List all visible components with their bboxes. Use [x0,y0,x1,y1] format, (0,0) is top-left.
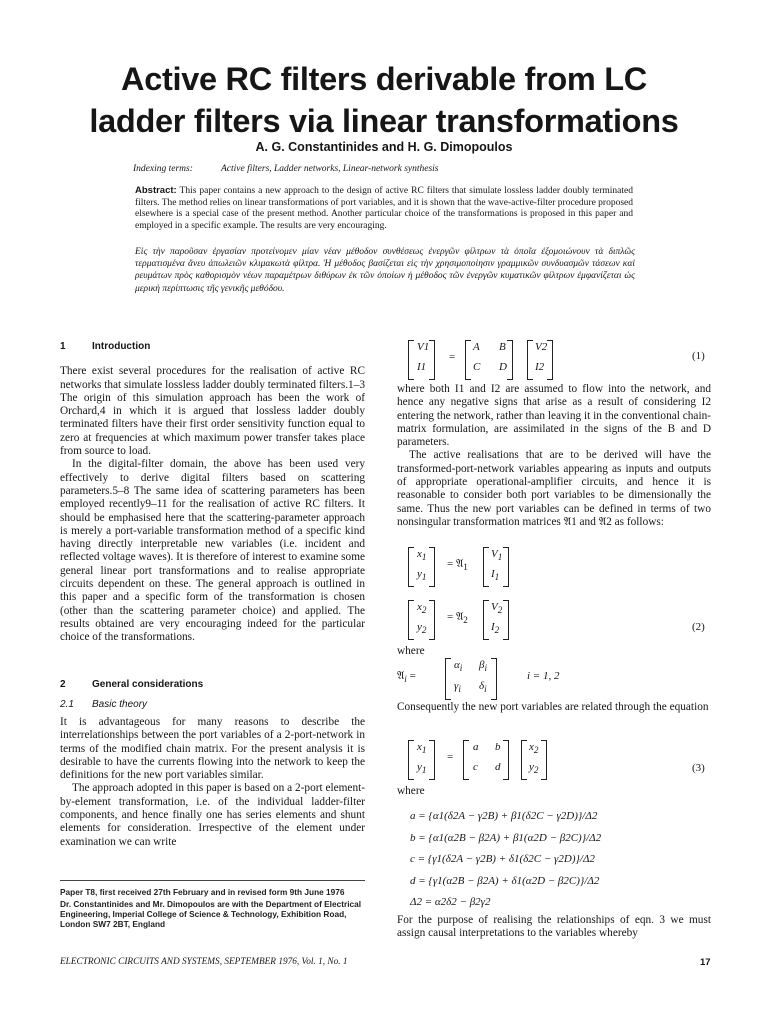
basic-paragraph-1: It is advantageous for many reasons to describe the interrelationships between the port variables of a 2-port-network in terms of the modified chain matrix. For the present analysis it is desirable to have the currents flowing into the network to keep the definitions for the new port variables similar. [60,716,365,782]
basic-theory-text [60,716,365,849]
indexing-values: Active filters, Ladder networks, Linear-network synthesis [221,164,439,174]
subsection-title: Basic theory [92,699,148,710]
eq1-i2: I2 [535,361,545,373]
eq1-d: D [499,361,507,373]
where-1: where [397,645,425,657]
right-text-1 [397,383,711,529]
consequently-text: Consequently the new port variables are related through the equation [397,701,709,713]
affiliation-note: Dr. Constantinides and Mr. Dimopoulos are with the Department of Electrical Engineering, Imperial College of Science & Technology, Exhibition Road, London SW7 2BT, England [60,899,362,929]
abstract [135,185,633,232]
abstract-text: This paper contains a new approach to the design of active RC filters that simulate lossless ladder doubly terminated filters. The method relies on linear transformations of port variables, and it is shown that the wave-active-filter procedure proposed elsewhere is a special case of the present method. Another particular choice of the transformations is proposed in this paper and employed in a specific example. The results are very encouraging. [135,186,633,231]
def-delta: Δ2 = α2δ2 − β2γ2 [410,896,491,908]
title-line-1: Active RC filters derivable from LC [121,61,647,97]
subsection-number: 2.1 [60,699,74,710]
section-title: Introduction [92,341,151,352]
i-range: i = 1, 2 [527,670,560,682]
authors: A. G. Constantinides and H. G. Dimopoulos [255,140,513,154]
final-paragraph: For the purpose of realising the relationships of eqn. 3 we must assign causal interpretations to the variables whereby [397,914,711,940]
page-number: 17 [700,957,711,968]
intro-paragraph-2: In the digital-filter domain, the above has been used very effectively to derive digital filters based on scattering parameters.5–8 The same idea of scattering parameters has been employed recently9–11 for the realisation of active RC filters. It should be emphasised here that the scattering-parameter approach is merely a port-variable transformation method of a specific kind having directly interpretable new variables (i.e. incident and reflected voltage waves). It is therefore of interest to examine some general linear port transformations and to realise appropriate circuits dependent on these. The general approach is outlined in this paper and a specific form of the transformation is chosen (other than the scattering parameter choice) and applied. The results obtained are very encouraging indeed for the particular choice of the transformations. [60,458,365,644]
section-heading-general [60,679,203,690]
intro-paragraph-1: There exist several procedures for the realisation of active RC networks that simulate lossless ladder doubly terminated filters.1–3 The origin of this simulation approach has been the work of Orchard,4 in which it is argued that lossless ladder doubly terminated filters have their first order sensitivity function equal to zero at frequencies at which maximum power transfer takes place from source to load. [60,365,365,458]
equation-3-number: (3) [692,762,705,774]
indexing-label: Indexing terms: [133,164,193,174]
greek-abstract: Εἰς τὴν παροῦσαν ἐργασίαν προτείνομεν μίαν νέαν μέθοδον συνθέσεως ἐνεργῶν φίλτρων τὰ ὁποῖα ἐξομοιώνουν τὰ διπλῶς τερματισμένα ἄνευ ἀπωλειῶν κλιμακωτὰ φίλτρα. Ἡ μέθοδος βασίζεται εἰς τὴν χρησιμοποίησιν γραμμικῶν συνδυασμῶν τάσεων καὶ ρευμάτων πρὸς καθορισμὸν νέων παραμέτρων διθύρων ἐκ τῶν ὁποίων ἡ μέθοδος τῶν ἐνεργῶν κυματικῶν φίλτρων ἐμφανίζεται ὡς μερικὴ περίπτωσις τῆς γενικῆς μεθόδου. [135,247,635,294]
where-2: where [397,785,425,797]
equation-2a: $x_1$ $y_1$ = 𝔄$_1$ $V_1$ $I_1$ [403,545,523,587]
eq1-b: B [499,341,506,353]
eq1-a: A [473,341,480,353]
eq1-v2: V2 [535,341,548,353]
indexing-terms [133,164,439,174]
subsection-heading-basic-theory [60,699,147,710]
def-d: d = {γ1(α2B − β2A) + δ1(α2D − β2C)}/Δ2 [410,874,600,887]
equation-2-number: (2) [692,621,705,633]
abstract-label: Abstract: [135,185,177,196]
basic-paragraph-2: The approach adopted in this paper is based on a 2-port element-by-element transformation, i.e. of the individual ladder-filter components, and hence finally one has series elements and shunt elements for consideration. Irrespective of the element under examination we can write [60,782,365,848]
equation-3: $x_1$ $y_1$ = a b c d $x_2$ $y_2$ [403,738,563,780]
section-heading-introduction [60,340,365,353]
equation-1-number: (1) [692,350,705,362]
after-eq1-paragraph: where both I1 and I2 are assumed to flow into the network, and hence any negative signs that arise as a result of considering I2 entering the network, rather than leaving it in the conventional chain-matrix formulation, are assimilated in the signs of the B and D parameters. [397,383,711,449]
def-b: b = {α1(α2B − β2A) + β1(α2D − β2C)}/Δ2 [410,831,602,844]
equation-1: V1 I1 = A B C D V2 I2 [403,338,583,380]
section-number: 2 [60,679,66,690]
active-realisation-paragraph: The active realisations that are to be derived will have the transformed-port-network variables appearing as inputs and outputs of appropriate operational-amplifier circuits, and hence it is reasonable to consider both port variables to be dimensionally the same. Thus the new port variables can be defined in terms of two nonsingular transformation matrices 𝔄1 and 𝔄2 as follows: [397,449,711,528]
footnotes [60,887,365,931]
eq1-c: C [473,361,481,373]
paper-title [0,58,768,142]
def-a: a = {α1(δ2A − γ2B) + β1(δ2C − γ2D)}/Δ2 [410,810,598,822]
eq1-v1: V1 [417,341,430,353]
eq1-i1: I1 [417,361,427,373]
section-number: 1 [60,341,66,352]
def-c: c = {γ1(δ2A − γ2B) + δ1(δ2C − γ2D)}/Δ2 [410,853,595,865]
left-column [60,340,365,645]
footnote-divider [60,880,365,881]
coefficient-definitions [410,806,601,914]
transformation-matrix-def: 𝔄$_i$ = $\alpha_i$ $\beta_i$ $\gamma_i$ $\delta_i$ i = 1, 2 [397,656,597,700]
title-line-2: ladder filters via linear transformations [89,103,679,139]
journal-footer: ELECTRONIC CIRCUITS AND SYSTEMS, SEPTEMBER 1976, Vol. 1, No. 1 [60,957,348,967]
section-title: General considerations [92,679,204,690]
received-note: Paper T8, first received 27th February and in revised form 9th June 1976 [60,887,345,897]
equation-2b: $x_2$ $y_2$ = 𝔄$_2$ $V_2$ $I_2$ [403,598,523,640]
